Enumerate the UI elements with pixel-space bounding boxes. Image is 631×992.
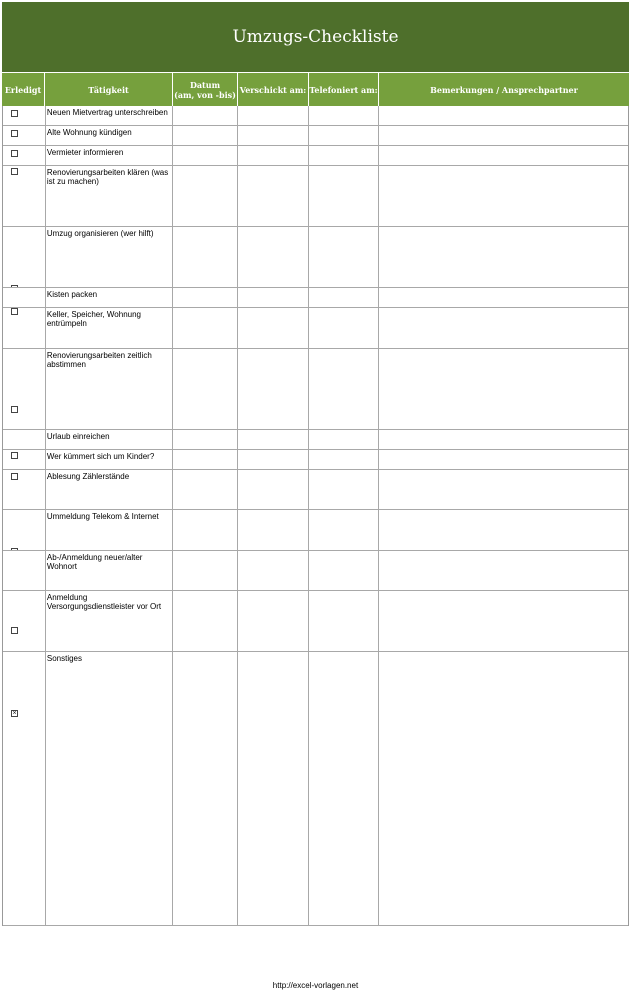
cell-datum[interactable] xyxy=(173,308,238,348)
cell-telefoniert[interactable] xyxy=(309,227,379,287)
header-bemerkungen xyxy=(379,73,629,106)
cell-datum[interactable] xyxy=(173,591,238,651)
cell-taetigkeit[interactable] xyxy=(46,308,174,348)
task-label: Renovierungsarbeiten klären (was ist zu machen) xyxy=(46,168,169,186)
header-label-sub: (am, von -bis) xyxy=(174,89,236,100)
cell-datum[interactable] xyxy=(173,470,238,509)
cell-erledigt xyxy=(3,652,46,925)
task-label: Renovierungsarbeiten zeitlich abstimmen xyxy=(46,351,152,369)
cell-taetigkeit[interactable] xyxy=(46,166,174,226)
cell-verschickt[interactable] xyxy=(238,510,309,550)
cell-datum[interactable] xyxy=(173,349,238,429)
cell-verschickt[interactable] xyxy=(238,166,309,226)
cell-verschickt[interactable] xyxy=(238,227,309,287)
cell-datum[interactable] xyxy=(173,288,238,307)
task-label: Anmeldung Versorgungsdienstleister vor Ort xyxy=(46,593,162,611)
checkbox[interactable] xyxy=(11,406,18,413)
cell-telefoniert[interactable] xyxy=(309,430,379,449)
table-row xyxy=(3,106,628,126)
table-row xyxy=(3,227,628,288)
cell-taetigkeit[interactable] xyxy=(46,146,174,165)
table-row xyxy=(3,510,628,551)
cell-telefoniert[interactable] xyxy=(309,166,379,226)
cell-bemerkungen[interactable] xyxy=(379,126,628,145)
task-label: Ummeldung Telekom & Internet xyxy=(46,512,159,521)
cell-datum[interactable] xyxy=(173,227,238,287)
task-label: Urlaub einreichen xyxy=(46,432,110,441)
checkbox[interactable] xyxy=(11,473,18,480)
cell-datum[interactable] xyxy=(173,450,238,469)
cell-verschickt[interactable] xyxy=(238,308,309,348)
title-bar xyxy=(2,2,629,72)
table-body xyxy=(2,106,629,926)
checkbox[interactable] xyxy=(11,110,18,117)
cell-telefoniert[interactable] xyxy=(309,450,379,469)
checkbox[interactable] xyxy=(11,150,18,157)
checkbox[interactable] xyxy=(11,548,18,550)
task-label: Sonstiges xyxy=(46,654,82,663)
cell-bemerkungen[interactable] xyxy=(379,510,628,550)
cell-erledigt xyxy=(3,551,46,590)
cell-verschickt[interactable] xyxy=(238,146,309,165)
header-label: Tätigkeit xyxy=(88,84,129,95)
cell-telefoniert[interactable] xyxy=(309,510,379,550)
cell-taetigkeit[interactable] xyxy=(46,652,174,925)
cell-datum[interactable] xyxy=(173,106,238,125)
header-label: Bemerkungen / Ansprechpartner xyxy=(430,84,578,95)
cell-erledigt xyxy=(3,470,46,509)
cell-telefoniert[interactable] xyxy=(309,126,379,145)
checkbox[interactable] xyxy=(11,168,18,175)
cell-bemerkungen[interactable] xyxy=(379,288,628,307)
cell-verschickt[interactable] xyxy=(238,106,309,125)
cell-bemerkungen[interactable] xyxy=(379,470,628,509)
checklist-sheet xyxy=(2,2,629,926)
cell-datum[interactable] xyxy=(173,146,238,165)
cell-telefoniert[interactable] xyxy=(309,146,379,165)
cell-verschickt[interactable] xyxy=(238,551,309,590)
task-label: Alte Wohnung kündigen xyxy=(46,128,132,137)
cell-datum[interactable] xyxy=(173,126,238,145)
cell-erledigt xyxy=(3,106,46,125)
cell-datum[interactable] xyxy=(173,652,238,925)
cell-telefoniert[interactable] xyxy=(309,288,379,307)
cell-bemerkungen[interactable] xyxy=(379,430,628,449)
cell-erledigt xyxy=(3,146,46,165)
checkbox[interactable] xyxy=(11,285,18,287)
cell-telefoniert[interactable] xyxy=(309,106,379,125)
cell-bemerkungen[interactable] xyxy=(379,308,628,348)
table-row xyxy=(3,166,628,227)
header-datum xyxy=(173,73,238,106)
cell-bemerkungen[interactable] xyxy=(379,551,628,590)
cell-bemerkungen[interactable] xyxy=(379,166,628,226)
cell-verschickt[interactable] xyxy=(238,126,309,145)
header-label: Datum xyxy=(189,79,221,90)
header-label: Telefoniert am: xyxy=(309,84,378,95)
checkbox[interactable] xyxy=(11,627,18,634)
table-row xyxy=(3,591,628,652)
header-telefoniert xyxy=(309,73,379,106)
cell-verschickt[interactable] xyxy=(238,652,309,925)
cell-taetigkeit[interactable] xyxy=(46,288,174,307)
task-label: Wer kümmert sich um Kinder? xyxy=(46,452,155,461)
cell-telefoniert[interactable] xyxy=(309,551,379,590)
cell-erledigt xyxy=(3,166,46,226)
table-row xyxy=(3,126,628,146)
cell-erledigt xyxy=(3,227,46,287)
cell-bemerkungen[interactable] xyxy=(379,652,628,925)
task-label: Neuen Mietvertrag unterschreiben xyxy=(46,108,168,117)
cell-taetigkeit[interactable] xyxy=(46,470,174,509)
cell-telefoniert[interactable] xyxy=(309,308,379,348)
task-label: Ablesung Zählerstände xyxy=(46,472,130,481)
table-row xyxy=(3,146,628,166)
cell-verschickt[interactable] xyxy=(238,470,309,509)
footer-url[interactable]: http://excel-vorlagen.net xyxy=(272,981,359,990)
cell-bemerkungen[interactable] xyxy=(379,106,628,125)
table-row xyxy=(3,308,628,349)
checkbox[interactable] xyxy=(11,130,18,137)
table-row xyxy=(3,349,628,430)
cell-bemerkungen[interactable] xyxy=(379,227,628,287)
cell-taetigkeit[interactable] xyxy=(46,349,174,429)
cell-taetigkeit[interactable] xyxy=(46,430,174,449)
task-label: Umzug organisieren (wer hilft) xyxy=(46,229,154,238)
cell-datum[interactable] xyxy=(173,166,238,226)
cell-taetigkeit[interactable] xyxy=(46,227,174,287)
cell-erledigt xyxy=(3,510,46,550)
cell-erledigt xyxy=(3,430,46,449)
cell-taetigkeit[interactable] xyxy=(46,106,174,125)
checkbox[interactable] xyxy=(11,452,18,459)
table-row xyxy=(3,430,628,450)
cell-verschickt[interactable] xyxy=(238,349,309,429)
cell-erledigt xyxy=(3,591,46,651)
header-erledigt xyxy=(2,73,45,106)
checkbox[interactable] xyxy=(11,308,18,315)
header-label: Verschickt am: xyxy=(239,84,307,95)
cell-taetigkeit[interactable] xyxy=(46,450,174,469)
task-label: Ab-/Anmeldung neuer/alter Wohnort xyxy=(46,553,143,571)
cell-telefoniert[interactable] xyxy=(309,591,379,651)
task-label: Vermieter informieren xyxy=(46,148,124,157)
cell-verschickt[interactable] xyxy=(238,430,309,449)
cell-datum[interactable] xyxy=(173,510,238,550)
cell-erledigt xyxy=(3,288,46,307)
cell-taetigkeit[interactable] xyxy=(46,510,174,550)
cell-taetigkeit[interactable] xyxy=(46,126,174,145)
header-verschickt xyxy=(238,73,309,106)
cell-erledigt xyxy=(3,349,46,429)
cell-telefoniert[interactable] xyxy=(309,652,379,925)
header-taetigkeit xyxy=(45,73,173,106)
cell-bemerkungen[interactable] xyxy=(379,591,628,651)
page-title: Umzugs-Checkliste xyxy=(232,27,399,47)
table-row xyxy=(3,470,628,510)
table-row xyxy=(3,652,628,926)
cell-erledigt xyxy=(3,308,46,348)
cell-erledigt xyxy=(3,126,46,145)
checkbox-checked[interactable]: × xyxy=(12,710,17,717)
header-label: Erledigt xyxy=(4,84,42,95)
cell-datum[interactable] xyxy=(173,430,238,449)
cell-verschickt[interactable] xyxy=(238,591,309,651)
cell-telefoniert[interactable] xyxy=(309,470,379,509)
cell-bemerkungen[interactable] xyxy=(379,450,628,469)
table-row xyxy=(3,288,628,308)
cell-taetigkeit[interactable] xyxy=(46,551,174,590)
table-header xyxy=(2,72,629,106)
cell-verschickt[interactable] xyxy=(238,450,309,469)
cell-bemerkungen[interactable] xyxy=(379,146,628,165)
cell-taetigkeit[interactable] xyxy=(46,591,174,651)
table-row xyxy=(3,450,628,470)
cell-datum[interactable] xyxy=(173,551,238,590)
task-label: Kisten packen xyxy=(46,290,98,299)
cell-erledigt xyxy=(3,450,46,469)
cell-verschickt[interactable] xyxy=(238,288,309,307)
cell-telefoniert[interactable] xyxy=(309,349,379,429)
cell-bemerkungen[interactable] xyxy=(379,349,628,429)
table-row xyxy=(3,551,628,591)
task-label: Keller, Speicher, Wohnung entrümpeln xyxy=(46,310,141,328)
